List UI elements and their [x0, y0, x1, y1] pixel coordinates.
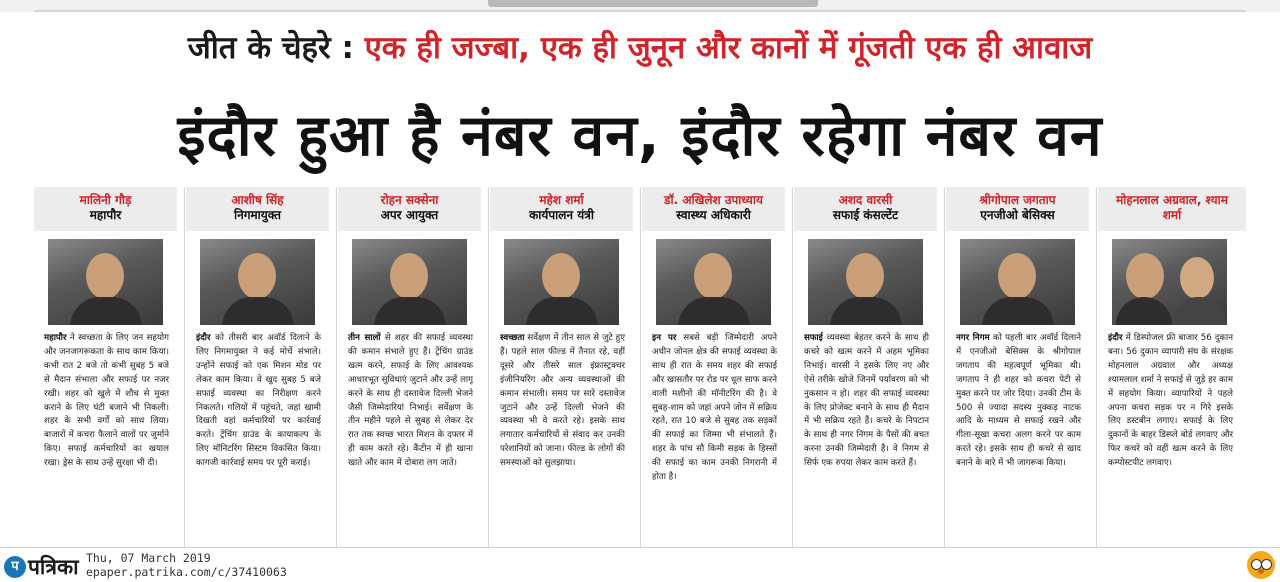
patrika-logo-icon[interactable]: प: [4, 556, 26, 578]
card-text: [348, 332, 473, 547]
card-lead: महापौर: [44, 333, 67, 343]
card-body: को तीसरी बार अवॉर्ड दिलाने के लिए निगमायुक्त ने कई मोर्चे संभाले। उन्होंने सफाई को एक मिशन मोड पर लेकर काम किया। वे खुद सुबह 5 बजे सफाई व्यवस्था का निरीक्षण करने निकलते। गलियों में पहुंचते, जहां खामी दिखती वहां कर्मचारियों पर कार्रवाई करते। ट्रेंचिंग ग्राउंड के कायाकल्प के लिए मॉनिटरिंग सिस्टम विकसित किया। कागजी कार्रवाई समय पर पूरी कराई।: [196, 333, 321, 469]
person-photo: [504, 239, 619, 325]
card-divider: [640, 187, 641, 547]
card-lead: इंदौर: [1108, 333, 1123, 343]
card-header: [946, 187, 1089, 231]
person-photo: [1112, 239, 1227, 325]
card-header: [338, 187, 481, 231]
edition-meta: [86, 551, 287, 579]
page-top-bar: [0, 0, 1280, 12]
card-header: [186, 187, 329, 231]
card-body: व्यवस्था बेहतर करने के साथ ही कचरे को खत्म करने में अहम भूमिका निभाई। वारसी ने इसके लिए नए और ऐसे तरीके खोजे जिनमें पर्यावरण को भी नुकसान न हो। शहर की सफाई व्यवस्था के लिए प्रोजेक्ट बनाने के साथ ही मैदान में भी सक्रिय रहते हैं। कचरे के निपटान के साथ ही नगर निगम के पैसों की बचत करना उनकी जिम्मेदारी है। वे निगम से सिर्फ एक रुपया लेकर काम करते हैं।: [804, 333, 929, 469]
profile-card: [338, 187, 481, 547]
card-text: [196, 332, 321, 547]
card-divider: [184, 187, 185, 547]
footer: [0, 548, 1280, 582]
person-photo: [808, 239, 923, 325]
person-name: मोहनलाल अग्रवाल, श्याम शर्मा: [1116, 193, 1228, 222]
top-rule: [34, 10, 1246, 12]
card-body: को पहली बार अवॉर्ड दिलाने में एनजीओ बेसिक्स के श्रीगोपाल जगताप की महत्वपूर्ण भूमिका थी। जगताप ने ही शहर को कचरा पेटी से मुक्त करने पर जोर दिया। उनकी टीम के 500 से ज्यादा सदस्य नुक्कड़ नाटक आदि के माध्यम से सफाई रखने और गीला-सूखा कचरा अलग करने पर काम करते रहे। इसके साथ ही कचरे से खाद बनाने के बारे में भी जागरूक किया।: [956, 333, 1081, 469]
profile-card: [946, 187, 1089, 547]
person-photo: [48, 239, 163, 325]
card-lead: नगर निगम: [956, 333, 990, 343]
card-divider: [336, 187, 337, 547]
profile-card: [490, 187, 633, 547]
profile-cards: [34, 187, 1246, 547]
card-header: [1098, 187, 1246, 231]
person-role: अपर आयुक्त: [380, 208, 439, 222]
person-role: सफाई कंसल्टेंट: [832, 208, 899, 222]
person-name: अशद वारसी: [838, 193, 893, 207]
profile-card: [794, 187, 937, 547]
headline-kicker: जीत के चेहरे :: [187, 30, 354, 66]
card-header: [794, 187, 937, 231]
edition-date: Thu, 07 March 2019: [86, 551, 211, 565]
person-role: स्वास्थ्य अधिकारी: [676, 208, 751, 222]
person-role: महापौर: [89, 208, 122, 222]
kicker-headline: [0, 26, 1280, 68]
card-divider: [944, 187, 945, 547]
card-divider: [792, 187, 793, 547]
card-divider: [1096, 187, 1097, 547]
person-name: रोहन सक्सेना: [380, 193, 439, 207]
profile-card: [34, 187, 177, 547]
person-role: एनजीओ बेसिक्स: [980, 208, 1055, 222]
person-name: महेश शर्मा: [539, 193, 584, 207]
card-lead: इन पर: [652, 333, 677, 343]
profile-card: [642, 187, 785, 547]
owl-mascot-icon[interactable]: [1247, 551, 1275, 579]
card-body: सबसे बड़ी जिम्मेदारी अपने अधीन जोनल क्षेत्र की सफाई व्यवस्था के साथ ही रात के समय शहर की सफाई और खासतौर पर रोड पर धूल साफ करने वाली मशीनों की मॉनीटरिंग की है। वे सुबह-शाम को जहां अपने जोन में सक्रिय रहते, रात 10 बजे से सुबह तक सड़कों की सफाई का जिम्मा भी संभालते हैं। शहर के पांच सौ किमी सड़क के हिस्सों की सफाई का काम उनकी निगरानी में होता है।: [652, 333, 777, 483]
card-text: [44, 332, 169, 547]
person-role: निगमायुक्त: [233, 208, 282, 222]
card-lead: स्वच्छता: [500, 333, 525, 343]
card-body: ने स्वच्छता के लिए जन सहयोग और जनजागरूकता के साथ काम किया। कभी रात 2 बजे तो कभी सुबह 5 बजे से मैदान संभाला और सफाई पर नजर रखी। शहर को खुले में शौच से मुक्त कराने के लिए घंटी बजाने भी निकली। शहर के सभी वर्गों को साथ लिया। बाजारों में कचरा फैलाने वालों पर जुर्माने किए। सफाई कर्मचारियों का खयाल रखा। ड्रेस के साथ उन्हें सुरक्षा भी दी।: [44, 333, 169, 469]
top-tab: [488, 0, 818, 7]
person-photo: [960, 239, 1075, 325]
person-photo: [352, 239, 467, 325]
main-headline: इंदौर हुआ है नंबर वन, इंदौर रहेगा नंबर वन: [177, 103, 1103, 169]
card-header: [642, 187, 785, 231]
card-lead: सफाई: [804, 333, 823, 343]
card-header: [490, 187, 633, 231]
card-body: सर्वेक्षण में तीन साल से जुटे हुए हैं। पहले साल फील्ड में तैनात रहे, वहीं दूसरे और तीसरे साल इंफ्रास्ट्रक्चर इंजीनियरिंग और अन्य व्यवस्थाओं की कमान संभाली। समय पर सारे दस्तावेज जुटाने और उन्हें दिल्ली भेजने की व्यवस्था भी वे करते रहे। इसके साथ लगातार कर्मचारियों से संवाद कर उनकी परेशानियों को जाना। फील्ड के लोगों की समस्याओं को सुलझाया।: [500, 333, 625, 469]
card-lead: इंदौर: [196, 333, 211, 343]
card-body: से शहर की सफाई व्यवस्था की कमान संभाले हुए हैं। ट्रेंचिंग ग्राउंड खत्म करने, सफाई के लिए आवश्यक आधारभूत सुविधाएं जुटाने और उन्हें लागू करने के साथ ही दस्तावेज दिल्ली भेजने जैसी जिम्मेदारियां निभाई। सर्वेक्षण के तीन महीने पहले से सुबह से लेकर देर रात तक स्वच्छ भारत मिशन के दफ्तर में ही काम करते रहे। कैंटीन में ही खाना खाते और काम में दोबारा लग जाते।: [348, 333, 473, 469]
card-text: [1108, 332, 1233, 547]
card-divider: [488, 187, 489, 547]
patrika-logo-text[interactable]: पत्रिका: [28, 555, 79, 579]
card-text: [804, 332, 929, 547]
person-photo: [200, 239, 315, 325]
headline-subhead: एक ही जज्बा, एक ही जुनून और कानों में गूंजती एक ही आवाज: [364, 30, 1093, 66]
person-name: आशीष सिंह: [231, 193, 284, 207]
card-body: में डिस्पोजल फ्री बाजार 56 दुकान बना। 56 दुकान व्यापारी संघ के संरक्षक मोहनलाल अग्रवाल और अध्यक्ष श्यामलाल शर्मा ने सफाई से जुड़े हर काम में सहयोग किया। व्यापारियों ने पहले अपना कचरा सड़क पर न गिरे इसके लिए डस्टबीन लगाए। सफाई के लिए दुकानों के बाहर डिस्प्ले बोर्ड लगवाए और फिर कचरे को वहीं खत्म करने के लिए कम्पोस्टपीट लगवाए।: [1108, 333, 1233, 469]
person-name: श्रीगोपाल जगताप: [979, 193, 1056, 207]
card-header: [34, 187, 177, 231]
edition-url[interactable]: epaper.patrika.com/c/37410063: [86, 565, 287, 579]
person-role: कार्यपालन यंत्री: [529, 208, 594, 222]
card-text: [652, 332, 777, 547]
person-name: डॉ. अखिलेश उपाध्याय: [664, 193, 763, 207]
profile-card: [1098, 187, 1246, 547]
card-lead: तीन सालों: [348, 333, 381, 343]
person-photo: [656, 239, 771, 325]
card-text: [956, 332, 1081, 547]
card-text: [500, 332, 625, 547]
person-name: मालिनी गौड़: [79, 193, 132, 207]
profile-card: [186, 187, 329, 547]
